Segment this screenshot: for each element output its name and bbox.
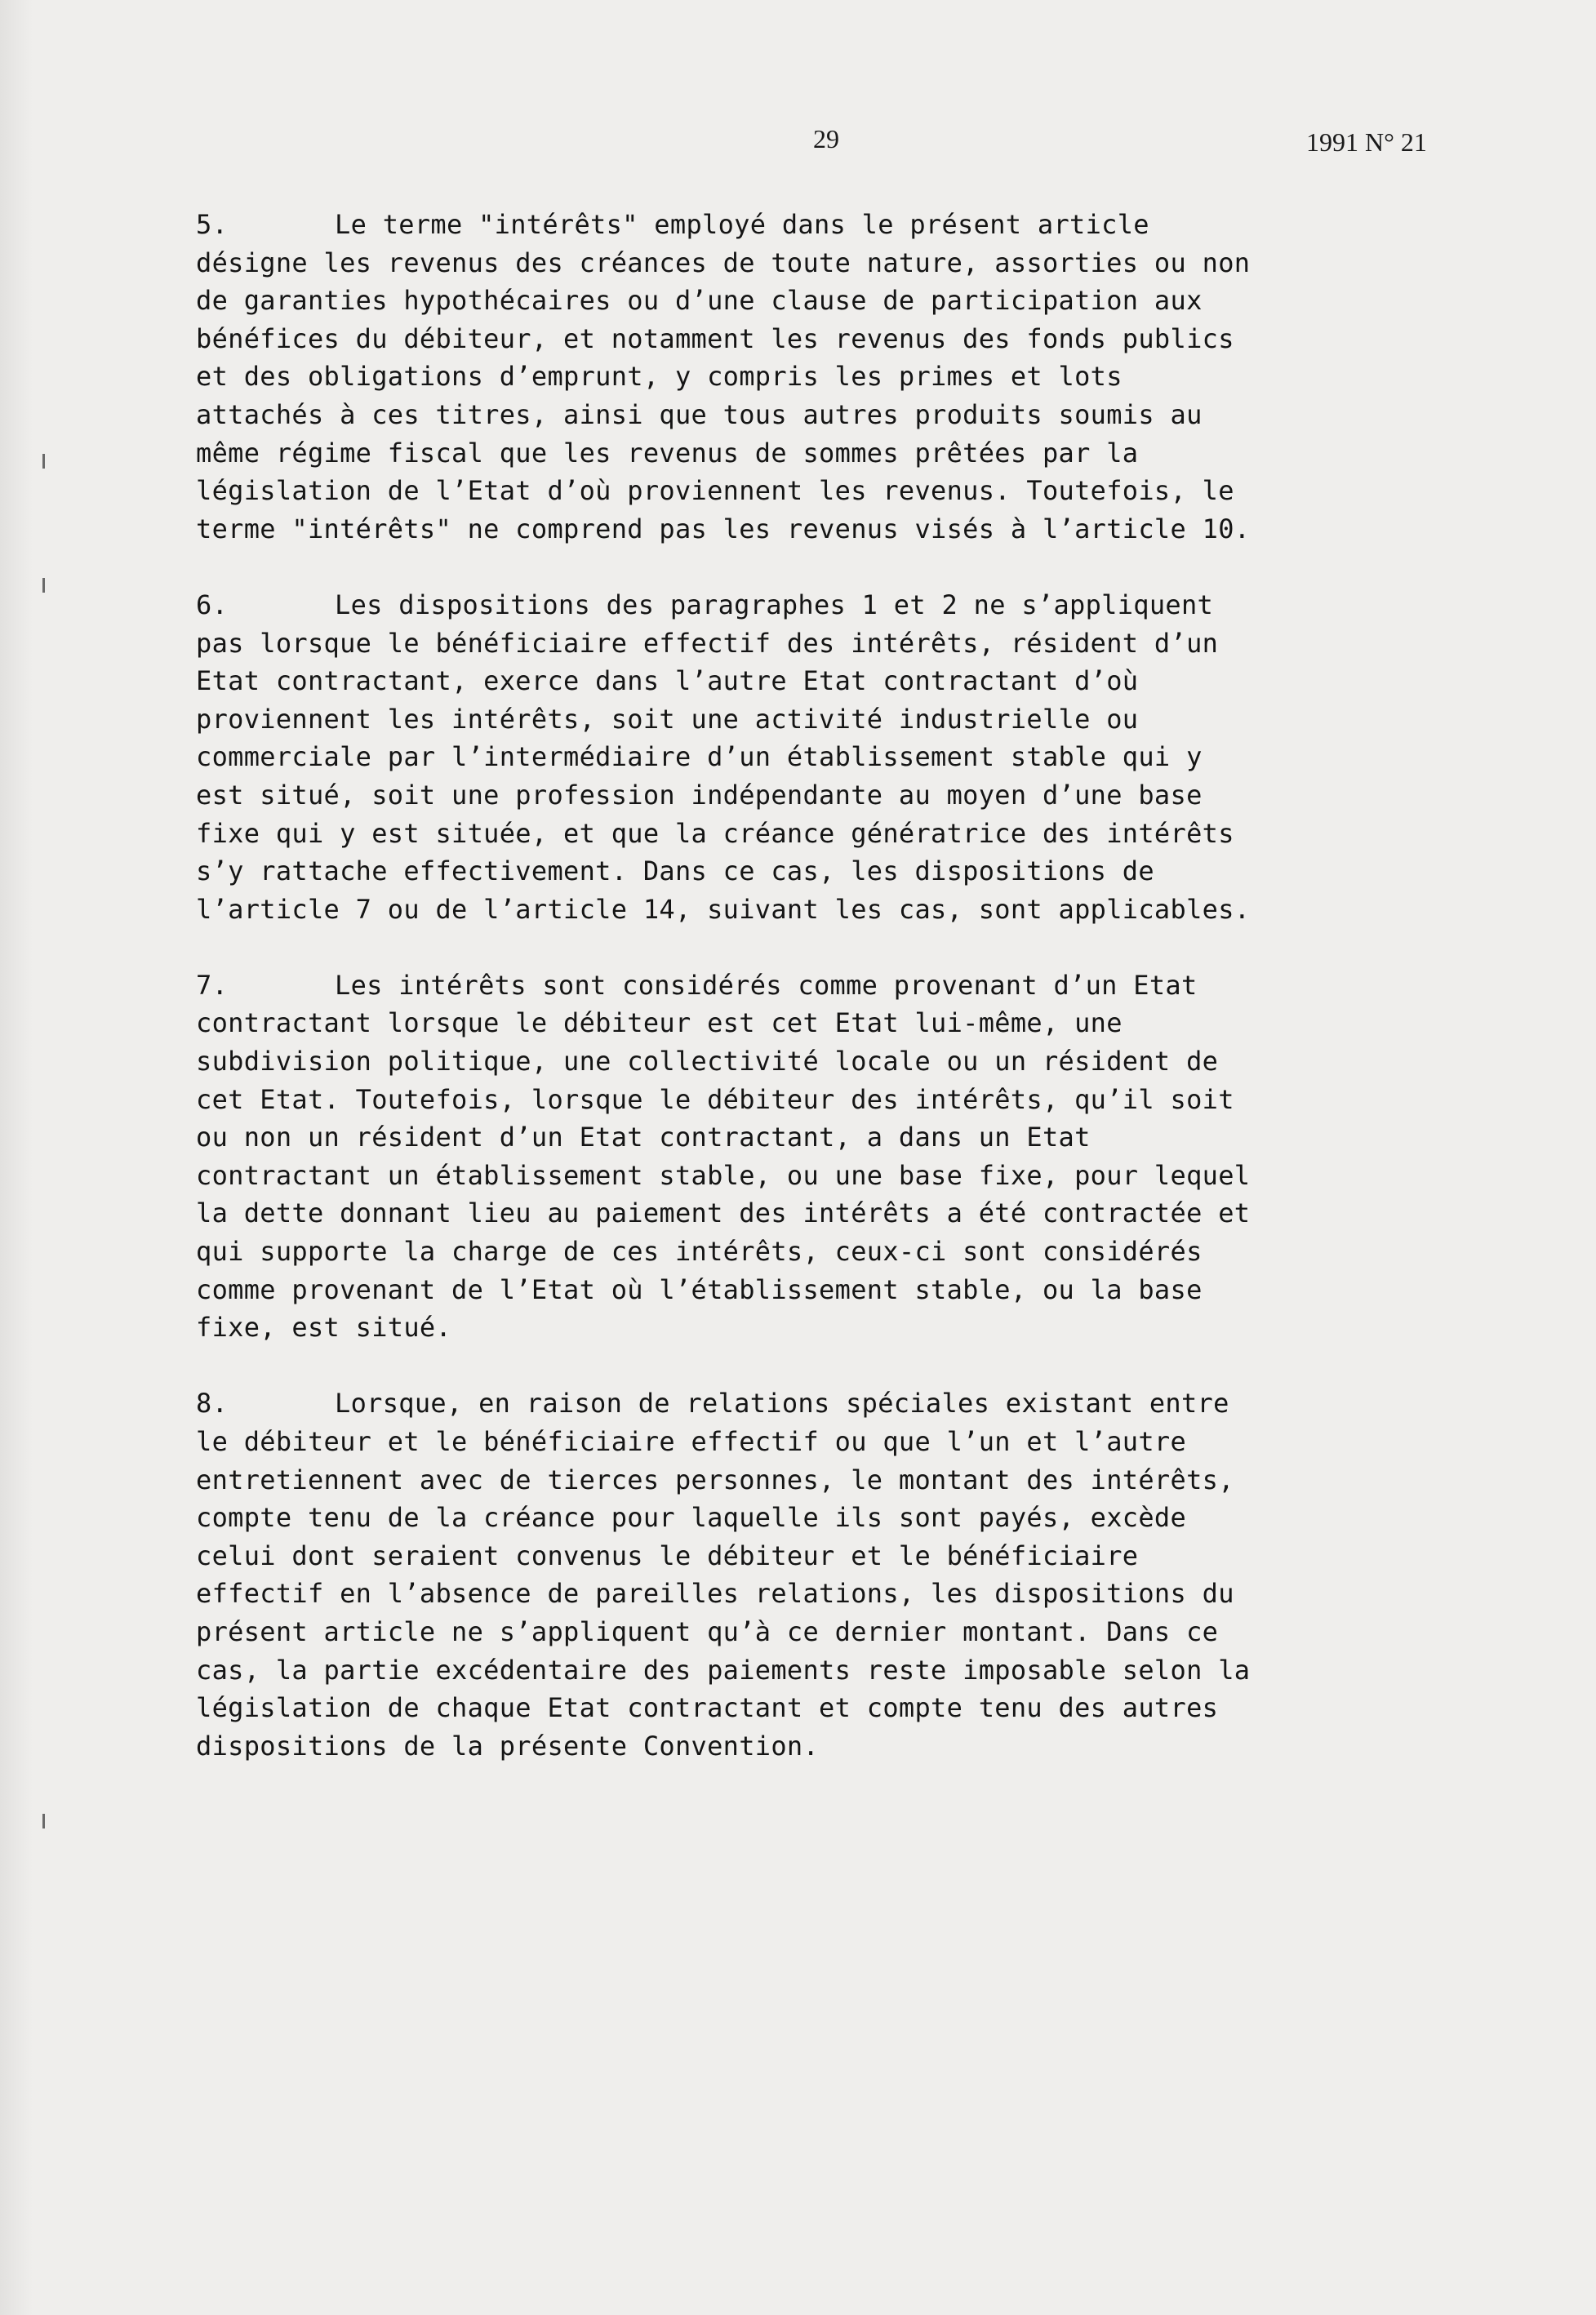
paragraph-line: cas, la partie excédentaire des paiements reste imposable selon la xyxy=(196,1654,1251,1686)
page-number: 29 xyxy=(813,124,839,153)
paragraph-number: 7. xyxy=(196,969,229,1001)
paragraph-line: dispositions de la présente Convention. xyxy=(196,1730,820,1762)
paragraph-number: 6. xyxy=(196,589,229,620)
paragraph-7 xyxy=(196,966,1453,1347)
page-header xyxy=(0,124,1596,165)
paragraph-number: 5. xyxy=(196,209,229,240)
paragraph-first-line xyxy=(196,966,1453,1005)
paragraph-line: le débiteur et le bénéficiaire effectif ou que l’un et l’autre xyxy=(196,1426,1187,1457)
margin-mark xyxy=(42,578,45,593)
paragraph-line: Etat contractant, exerce dans l’autre Etat contractant d’où xyxy=(196,665,1139,697)
paragraph-line: pas lorsque le bénéficiaire effectif des intérêts, résident d’un xyxy=(196,627,1219,659)
paragraph-text: Lorsque, en raison de relations spéciales existant entre xyxy=(335,1388,1229,1420)
paragraph-line: entretiennent avec de tierces personnes, le montant des intérêts, xyxy=(196,1464,1234,1495)
paragraph-line: même régime fiscal que les revenus de sommes prêtées par la xyxy=(196,437,1139,469)
paragraph-line: fixe, est situé. xyxy=(196,1312,452,1344)
paragraph-first-line xyxy=(196,586,1453,624)
margin-mark xyxy=(42,454,45,469)
paragraph-line: de garanties hypothécaires ou d’une clause de participation aux xyxy=(196,285,1203,317)
paragraph-line: l’article 7 ou de l’article 14, suivant les cas, sont applicables. xyxy=(196,893,1251,925)
paragraph-line: contractant un établissement stable, ou une base fixe, pour lequel xyxy=(196,1159,1251,1191)
paragraph-6 xyxy=(196,586,1453,928)
paragraph-line: la dette donnant lieu au paiement des intérêts a été contractée et xyxy=(196,1197,1251,1229)
paragraph-line: désigne les revenus des créances de toute nature, assorties ou non xyxy=(196,247,1251,278)
paragraph-line: législation de chaque Etat contractant et compte tenu des autres xyxy=(196,1692,1219,1724)
margin-mark xyxy=(42,1814,45,1828)
paragraph-first-line xyxy=(196,206,1453,244)
paragraph-line: s’y rattache effectivement. Dans ce cas, les dispositions de xyxy=(196,855,1154,887)
paragraph-line: attachés à ces titres, ainsi que tous autres produits soumis au xyxy=(196,398,1203,430)
paragraph-line: proviennent les intérêts, soit une activité industrielle ou xyxy=(196,703,1139,735)
paragraph-line: qui supporte la charge de ces intérêts, ceux-ci sont considérés xyxy=(196,1236,1203,1268)
paragraph-8 xyxy=(196,1384,1453,1765)
paragraph-line: ou non un résident d’un Etat contractant, a dans un Etat xyxy=(196,1122,1091,1153)
paragraph-first-line xyxy=(196,1384,1453,1423)
paragraph-line: compte tenu de la créance pour laquelle ils sont payés, excède xyxy=(196,1502,1187,1534)
paragraph-line: fixe qui y est située, et que la créance génératrice des intérêts xyxy=(196,817,1234,849)
paragraph-line: terme "intérêts" ne comprend pas les revenus visés à l’article 10. xyxy=(196,513,1251,544)
page-edge-shadow xyxy=(0,0,33,2315)
paragraph-text: Le terme "intérêts" employé dans le présent article xyxy=(335,209,1149,240)
document-body xyxy=(196,206,1453,1803)
paragraph-text: Les intérêts sont considérés comme provenant d’un Etat xyxy=(335,969,1198,1001)
paragraph-line: est situé, soit une profession indépendante au moyen d’une base xyxy=(196,779,1203,811)
paragraph-line: subdivision politique, une collectivité locale ou un résident de xyxy=(196,1046,1219,1078)
paragraph-line: législation de l’Etat d’où proviennent les revenus. Toutefois, le xyxy=(196,475,1234,507)
paragraph-5 xyxy=(196,206,1453,548)
paragraph-line: présent article ne s’appliquent qu’à ce dernier montant. Dans ce xyxy=(196,1615,1219,1647)
paragraph-line: et des obligations d’emprunt, y compris les primes et lots xyxy=(196,361,1123,393)
paragraph-text: Les dispositions des paragraphes 1 et 2 ne s’appliquent xyxy=(335,589,1214,620)
paragraph-line: bénéfices du débiteur, et notamment les revenus des fonds publics xyxy=(196,322,1234,354)
paragraph-line: comme provenant de l’Etat où l’établissement stable, ou la base xyxy=(196,1273,1203,1305)
paragraph-line: celui dont seraient convenus le débiteur et le bénéficiaire xyxy=(196,1540,1139,1571)
paragraph-line: effectif en l’absence de pareilles relations, les dispositions du xyxy=(196,1578,1234,1610)
paragraph-line: contractant lorsque le débiteur est cet Etat lui-même, une xyxy=(196,1007,1123,1039)
journal-reference: 1991 N° 21 xyxy=(1306,127,1427,157)
paragraph-line: cet Etat. Toutefois, lorsque le débiteur des intérêts, qu’il soit xyxy=(196,1083,1234,1115)
paragraph-number: 8. xyxy=(196,1388,229,1420)
paragraph-line: commerciale par l’intermédiaire d’un établissement stable qui y xyxy=(196,741,1203,773)
